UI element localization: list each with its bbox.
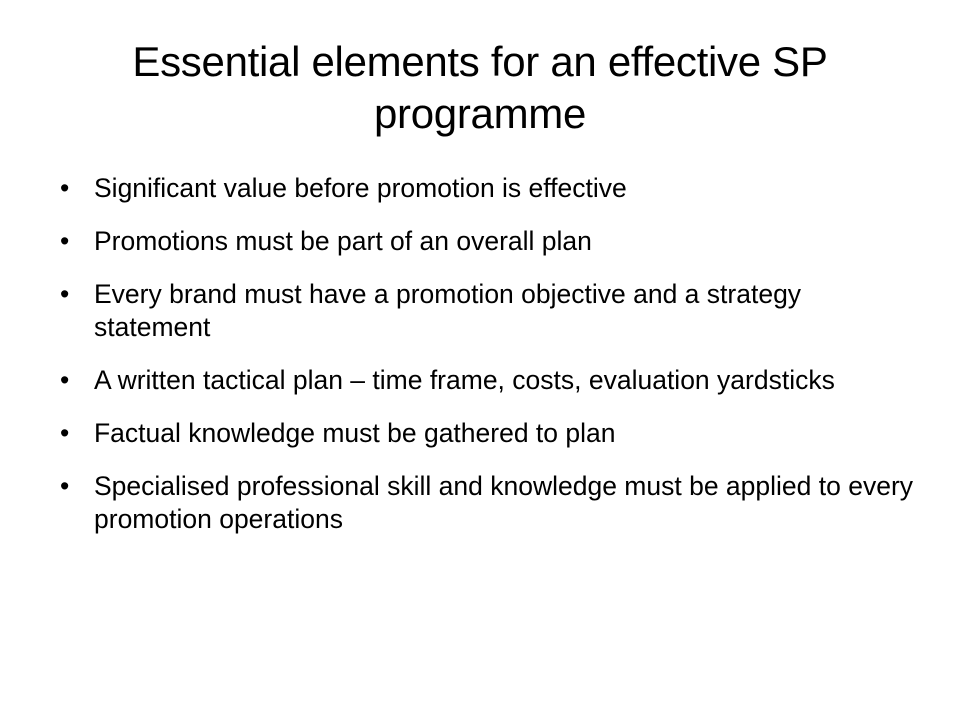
bullet-marker: • [60, 173, 70, 203]
bullet-item [60, 364, 920, 397]
bullet-text: Factual knowledge must be gathered to plan [94, 418, 616, 448]
bullet-item [60, 172, 920, 205]
bullet-marker: • [60, 471, 70, 501]
bullet-marker: • [60, 226, 70, 256]
bullet-item [60, 470, 920, 536]
bullet-text: Significant value before promotion is effective [94, 173, 627, 203]
bullet-text: Promotions must be part of an overall plan [94, 226, 592, 256]
bullet-item [60, 278, 920, 344]
bullet-text: Specialised professional skill and knowledge must be applied to every promotion operations [94, 471, 914, 534]
bullet-text: A written tactical plan – time frame, costs, evaluation yardsticks [94, 365, 835, 395]
bullet-item [60, 225, 920, 258]
bullet-list [60, 172, 920, 556]
slide-title: Essential elements for an effective SP programme [132, 38, 828, 137]
bullet-marker: • [60, 418, 70, 448]
bullet-item [60, 417, 920, 450]
bullet-marker: • [60, 279, 70, 309]
bullet-marker: • [60, 365, 70, 395]
bullet-text: Every brand must have a promotion objective and a strategy statement [94, 279, 802, 342]
